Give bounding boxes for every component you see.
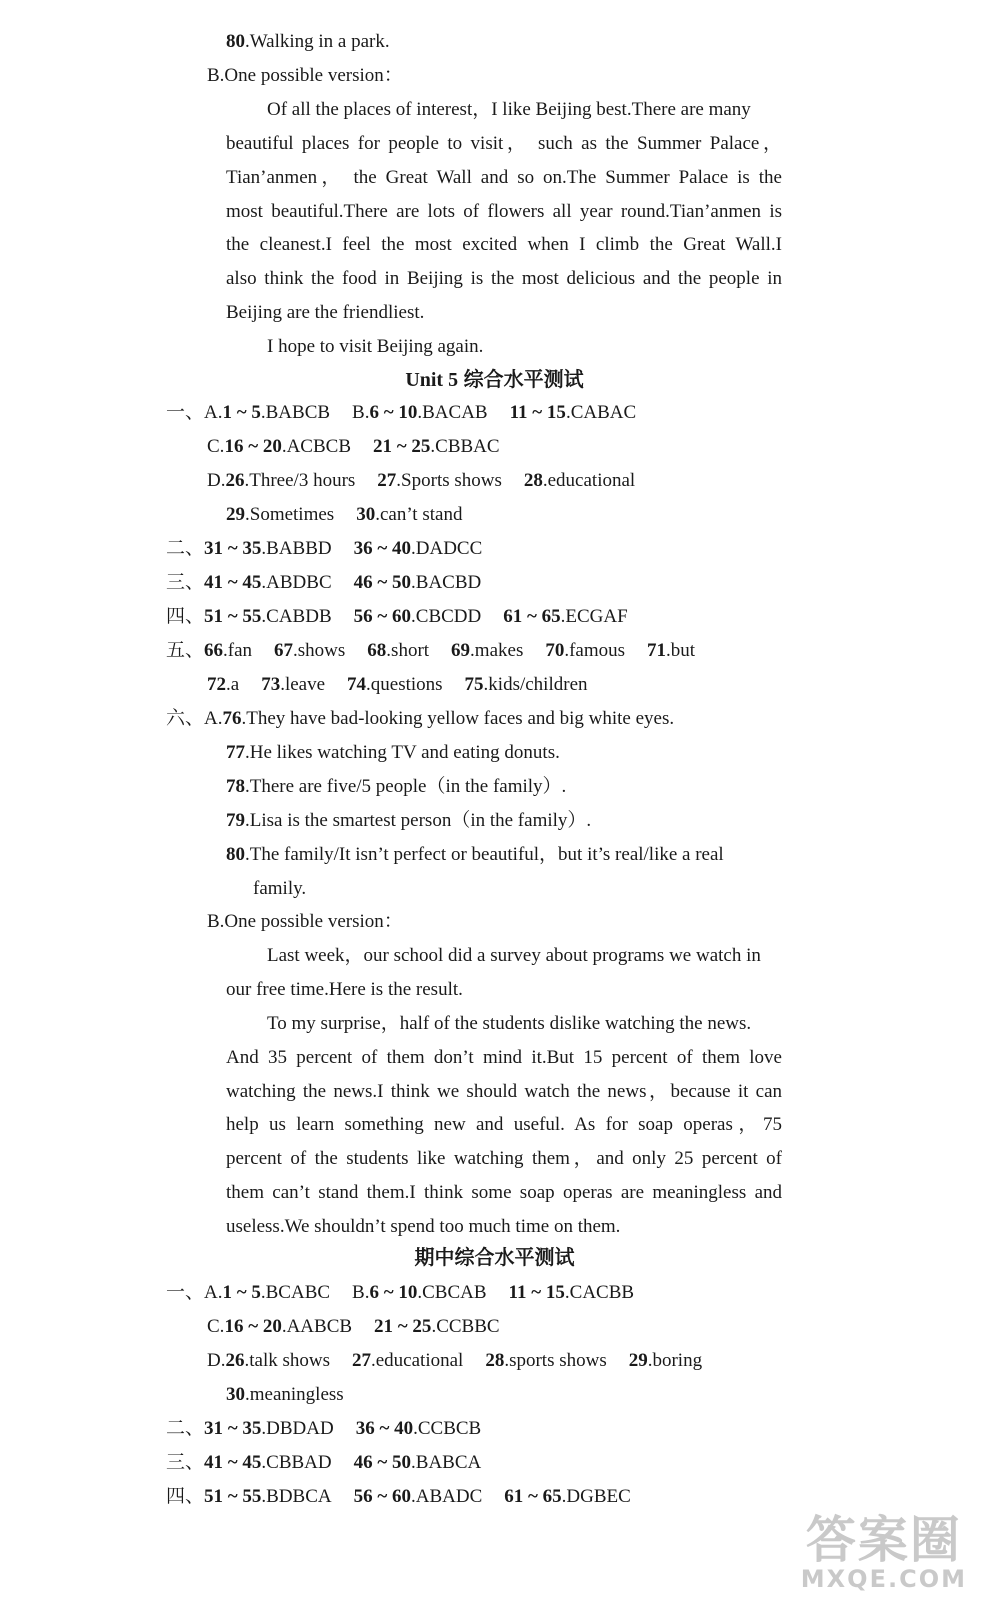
item-number: 70 — [545, 640, 565, 661]
range: 11 ~ 15 — [508, 1282, 565, 1303]
answer: .DADCC — [411, 538, 483, 559]
range: 41 ~ 45 — [204, 1452, 262, 1473]
answer: .but — [666, 640, 696, 661]
watermark-logo-text: 答案圈 — [805, 1511, 962, 1569]
part-label: B. — [352, 402, 370, 423]
range: 46 ~ 50 — [353, 572, 412, 593]
mid-section1d2-row — [226, 1383, 344, 1407]
range: 61 ~ 65 — [504, 1486, 562, 1507]
item-number: 75 — [464, 674, 484, 695]
section-marker: 四、 — [166, 1486, 205, 1507]
range: 1 ~ 5 — [222, 402, 261, 423]
unit5-title-en: Unit 5 — [405, 369, 459, 391]
u5-section1d2-row — [226, 503, 462, 527]
watermark — [800, 1511, 967, 1593]
answer: .CBBAD — [261, 1452, 332, 1473]
essay-line: To my surprise，half of the students dislike watching the news. — [267, 1013, 752, 1034]
answer: .ABDBC — [261, 572, 332, 593]
section-marker: 二、 — [166, 538, 205, 559]
answer: .Three/3 hours — [244, 470, 356, 491]
answer: .a — [226, 674, 240, 695]
essay-line: Tian’anmen， the Great Wall and so on.The Summer Palace is the — [226, 167, 782, 188]
u5-answer-77 — [226, 741, 560, 765]
unit5-title — [0, 367, 989, 393]
answer: .BABCB — [260, 402, 331, 423]
answer: .fan — [223, 640, 253, 661]
essay-line: Of all the places of interest，I like Beijing best.There are many — [267, 99, 751, 120]
essay-line: most beautiful.There are lots of flowers all year round.Tian’anmen is — [226, 201, 782, 222]
mid-section1c-row — [207, 1315, 500, 1339]
part-label: C. — [207, 1316, 225, 1337]
answer: .DBDAD — [261, 1418, 334, 1439]
answer: .shows — [293, 640, 346, 661]
answer: .CACBB — [564, 1282, 635, 1303]
range: 61 ~ 65 — [503, 606, 561, 627]
answer: .BACAB — [417, 402, 488, 423]
item-number: 73 — [261, 674, 281, 695]
item-number: 28 — [485, 1350, 505, 1371]
range: 46 ~ 50 — [353, 1452, 412, 1473]
answer: .sports shows — [504, 1350, 607, 1371]
mid-section2-row — [166, 1417, 481, 1441]
u5-answer-79 — [226, 809, 591, 833]
part-label: C. — [207, 436, 225, 457]
range: 56 ~ 60 — [353, 1486, 412, 1507]
item-number: 69 — [451, 640, 471, 661]
answer: .He likes watching TV and eating donuts. — [245, 742, 560, 763]
u5-section2-row — [166, 537, 482, 561]
u5-section3-row — [166, 571, 481, 595]
answer: .Sometimes — [245, 504, 335, 525]
answer: .educational — [542, 470, 636, 491]
part-label: D. — [207, 1350, 226, 1371]
item-text: .Walking in a park. — [245, 31, 390, 52]
answer: .The family/It isn’t perfect or beautiful，but it’s real/like a real — [245, 844, 724, 865]
answer: .BDBCA — [261, 1486, 332, 1507]
range: 51 ~ 55 — [204, 606, 262, 627]
unit5-title-cn: 综合水平测试 — [458, 369, 584, 391]
u5-section5b-row — [207, 673, 588, 697]
answer: .CBBAC — [430, 436, 500, 457]
range: 51 ~ 55 — [204, 1486, 262, 1507]
item-number: 68 — [367, 640, 387, 661]
essay-line: them can’t stand them.I think some soap operas are meaningless and — [226, 1182, 782, 1203]
item-number: 80 — [226, 844, 245, 865]
item-number: 74 — [347, 674, 367, 695]
item-number: 67 — [274, 640, 294, 661]
item-number: 29 — [628, 1350, 648, 1371]
answer: .BACBD — [411, 572, 482, 593]
range: 56 ~ 60 — [353, 606, 412, 627]
u5-answer-80-cont: family. — [253, 878, 307, 899]
u5-b-heading: B.One possible version： — [207, 911, 403, 932]
essay-line: useless.We shouldn’t spend too much time on them. — [226, 1216, 621, 1237]
essay-closing: I hope to visit Beijing again. — [267, 336, 484, 357]
answer: .boring — [647, 1350, 703, 1371]
u5-answer-76 — [166, 707, 674, 731]
u5-answer-78 — [226, 775, 566, 799]
range: 16 ~ 20 — [224, 436, 282, 457]
section-marker: 三、 — [166, 1452, 205, 1473]
answer: .They have bad-looking yellow faces and big white eyes. — [241, 708, 675, 729]
u5-section1-row — [166, 401, 636, 425]
range: 21 ~ 25 — [374, 1316, 432, 1337]
answer: .short — [386, 640, 430, 661]
range: 31 ~ 35 — [204, 1418, 262, 1439]
answer: .BCABC — [260, 1282, 331, 1303]
range: 36 ~ 40 — [353, 538, 412, 559]
answer: .ACBCB — [281, 436, 351, 457]
range: 41 ~ 45 — [204, 572, 262, 593]
range: 31 ~ 35 — [204, 538, 262, 559]
answer: .CBCAB — [417, 1282, 487, 1303]
item-number: 71 — [647, 640, 667, 661]
item-number: 30 — [356, 504, 376, 525]
u5-section1c-row — [207, 435, 500, 459]
u5-section5-row — [166, 639, 695, 663]
range: 6 ~ 10 — [369, 1282, 418, 1303]
item-number: 76 — [222, 708, 242, 729]
answer: .CCBCB — [413, 1418, 482, 1439]
essay-line: Last week，our school did a survey about programs we watch in — [267, 945, 761, 966]
item-number: 80 — [226, 31, 245, 52]
item-number: 66 — [204, 640, 224, 661]
item-number: 77 — [226, 742, 245, 763]
range: 1 ~ 5 — [222, 1282, 261, 1303]
item-number: 26 — [225, 470, 245, 491]
range: 6 ~ 10 — [369, 402, 418, 423]
item-number: 72 — [207, 674, 226, 695]
essay-line: the cleanest.I feel the most excited when I climb the Great Wall.I — [226, 234, 782, 255]
u5-section1d-row — [207, 469, 635, 493]
range: 36 ~ 40 — [355, 1418, 414, 1439]
range: 16 ~ 20 — [224, 1316, 282, 1337]
essay-line: watching the news.I think we should watch the news，because it can — [226, 1081, 782, 1102]
mid-section4-row — [166, 1485, 631, 1509]
answer-80-walking — [226, 30, 390, 54]
mid-section1d-row — [207, 1349, 702, 1373]
watermark-url: MXQE.COM — [800, 1565, 967, 1593]
answer: .educational — [370, 1350, 464, 1371]
answer: .kids/children — [483, 674, 588, 695]
section-marker: 四、 — [166, 606, 205, 627]
answer: .talk shows — [244, 1350, 330, 1371]
answer: .BABCA — [411, 1452, 482, 1473]
part-label: B. — [352, 1282, 370, 1303]
section-marker: 一、A. — [166, 402, 223, 423]
item-number: 79 — [226, 810, 245, 831]
answer: .There are five/5 people（in the family）. — [245, 776, 567, 797]
mid-section3-row — [166, 1451, 481, 1475]
section-marker: 五、 — [166, 640, 205, 661]
answer: .CBCDD — [411, 606, 482, 627]
essay-line: our free time.Here is the result. — [226, 979, 463, 1000]
item-number: 78 — [226, 776, 245, 797]
answer: .makes — [470, 640, 524, 661]
answer: .CABDB — [261, 606, 332, 627]
midterm-title: 期中综合水平测试 — [414, 1247, 575, 1269]
essay-line: also think the food in Beijing is the most delicious and the people in — [226, 268, 782, 289]
answer: .DGBEC — [561, 1486, 631, 1507]
item-number: 27 — [377, 470, 397, 491]
u5-answer-80 — [226, 843, 724, 867]
answer: .famous — [564, 640, 626, 661]
answer: .AABCB — [281, 1316, 353, 1337]
answer: .can’t stand — [375, 504, 463, 525]
essay-line: help us learn something new and useful. As for soap operas，75 — [226, 1114, 782, 1135]
item-number: 30 — [226, 1384, 245, 1405]
answer: .BABBD — [261, 538, 332, 559]
answer: .meaningless — [245, 1384, 344, 1405]
answer: .Lisa is the smartest person（in the family）. — [245, 810, 592, 831]
section-marker: 一、A. — [166, 1282, 223, 1303]
answer: .CCBBC — [431, 1316, 500, 1337]
item-number: 28 — [523, 470, 543, 491]
range: 21 ~ 25 — [373, 436, 431, 457]
part-label: D. — [207, 470, 226, 491]
section-marker: 六、A. — [166, 708, 223, 729]
u5-section4-row — [166, 605, 628, 629]
essay-line: And 35 percent of them don’t mind it.But 15 percent of them love — [226, 1047, 782, 1068]
answer: .ABADC — [411, 1486, 483, 1507]
item-number: 26 — [225, 1350, 245, 1371]
range: 11 ~ 15 — [509, 402, 566, 423]
section-marker: 三、 — [166, 572, 205, 593]
answer: .questions — [366, 674, 443, 695]
essay-line: beautiful places for people to visit， such as the Summer Palace， — [226, 133, 782, 154]
mid-section1-row — [166, 1281, 634, 1305]
item-number: 27 — [351, 1350, 371, 1371]
essay-line: percent of the students like watching them，and only 25 percent of — [226, 1148, 782, 1169]
answer: .leave — [280, 674, 326, 695]
answer: .Sports shows — [396, 470, 502, 491]
section-marker: 二、 — [166, 1418, 205, 1439]
answer: .CABAC — [565, 402, 637, 423]
section-b-heading: B.One possible version： — [207, 65, 403, 86]
item-number: 29 — [226, 504, 245, 525]
essay-line: Beijing are the friendliest. — [226, 302, 425, 323]
answer: .ECGAF — [560, 606, 628, 627]
